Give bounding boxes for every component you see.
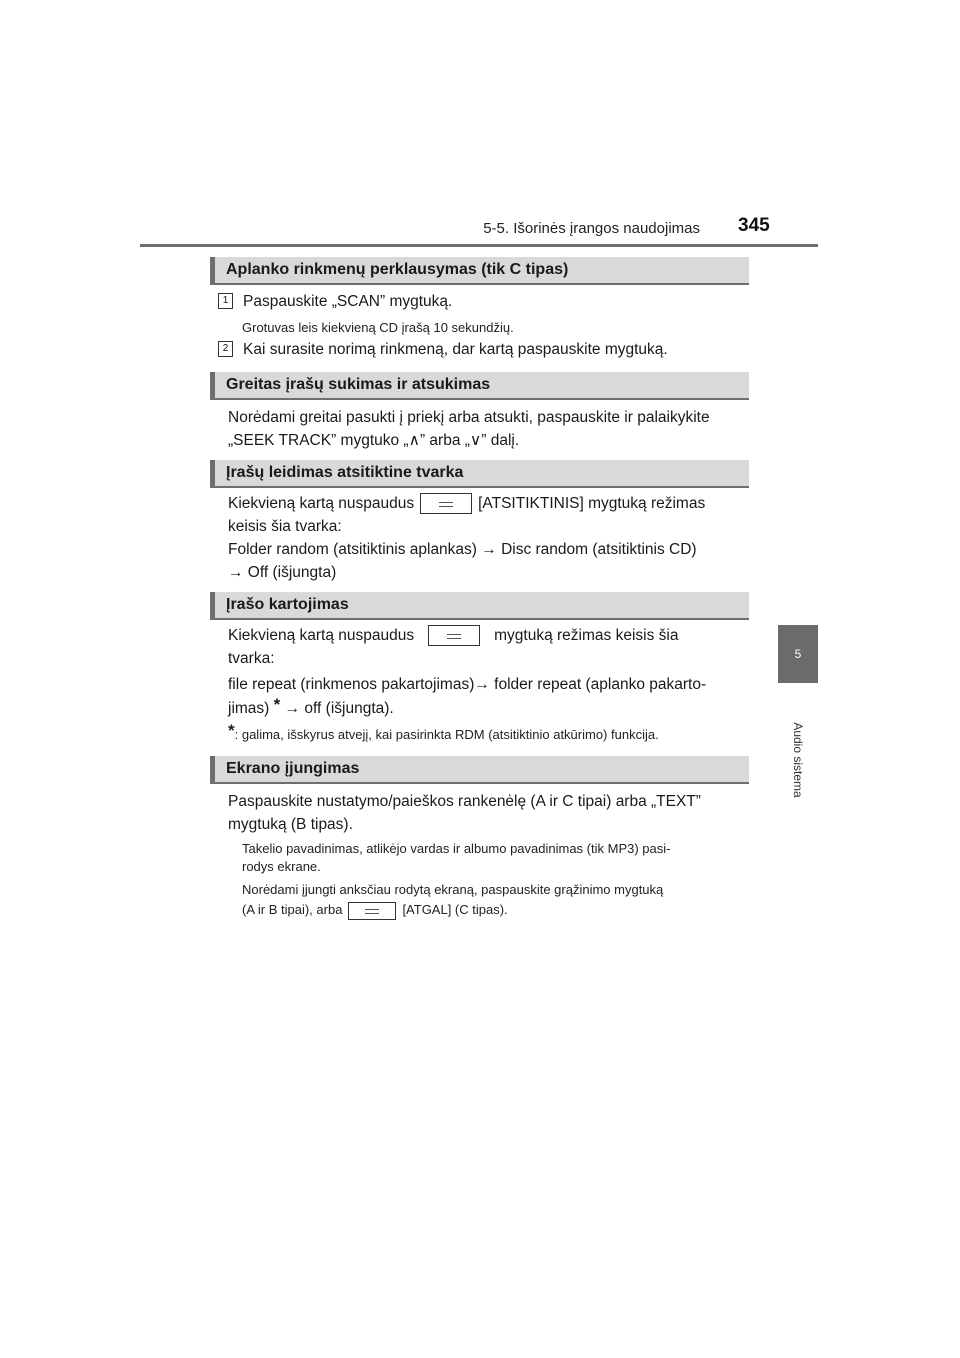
random-text-a: Kiekvieną kartą nuspaudus	[228, 495, 415, 512]
running-header: 5-5. Išorinės įrangos naudojimas	[483, 220, 700, 237]
step-number-2: 2	[218, 341, 233, 357]
header-rule	[140, 244, 818, 247]
display-note-4	[242, 900, 745, 920]
seek-line-2	[228, 429, 745, 452]
section-heading-random: Įrašų leidimas atsitiktine tvarka	[210, 460, 749, 488]
display-text-a: (A ir B tipai), arba	[242, 902, 343, 917]
random-line-3: Folder random (atsitiktinis aplankas) → Disc random (atsitiktinis CD)	[228, 541, 697, 558]
back-button-icon	[348, 902, 396, 920]
step-1-note: Grotuvas leis kiekvieną CD įrašą 10 sekundžių.	[242, 320, 514, 335]
section-heading-seek: Greitas įrašų sukimas ir atsukimas	[210, 372, 749, 400]
page-number: 345	[738, 215, 770, 236]
chapter-tab: 5	[778, 625, 818, 683]
section-heading-repeat: Įrašo kartojimas	[210, 592, 749, 620]
random-line-4: → Off (išjungta)	[228, 564, 337, 581]
footnote-star: *	[228, 721, 235, 740]
display-line-1: Paspauskite nustatymo/paieškos rankenėlę (A ir C tipai) arba „TEXT”	[228, 793, 701, 810]
seek-up-symbol: ∧	[408, 432, 420, 449]
section-heading-folder: Aplanko rinkmenų perklausymas (tik C tipas)	[210, 257, 749, 285]
repeat-line-4	[228, 696, 745, 720]
repeat-text-c: jimas)	[228, 700, 270, 717]
repeat-line-2: tvarka:	[228, 650, 275, 667]
step-number-1: 1	[218, 293, 233, 309]
step-1-text: Paspauskite „SCAN” mygtuką.	[243, 293, 453, 310]
chapter-tab-label: Audio sistema	[791, 722, 805, 798]
seek-text-a: „SEEK TRACK” mygtuko „	[228, 432, 409, 449]
repeat-text-d: → off (išjungta).	[284, 700, 394, 717]
seek-line-1: Norėdami greitai pasukti į priekį arba atsukti, paspauskite ir palaikykite	[228, 409, 710, 426]
seek-text-c: ” dalį.	[481, 432, 520, 449]
repeat-button-icon	[428, 625, 480, 646]
repeat-line-3: file repeat (rinkmenos pakartojimas)→ folder repeat (aplanko pakarto-	[228, 676, 707, 693]
random-line-1	[228, 492, 745, 515]
display-note-3: Norėdami įjungti anksčiau rodytą ekraną, paspauskite grąžinimo mygtuką	[242, 882, 664, 897]
random-button-icon	[420, 493, 472, 514]
display-text-b: [ATGAL] (C tipas).	[402, 902, 508, 917]
repeat-text-a: Kiekvieną kartą nuspaudus	[228, 627, 415, 644]
random-text-b: [ATSITIKTINIS] mygtuką režimas	[478, 495, 706, 512]
section-heading-display: Ekrano įjungimas	[210, 756, 749, 784]
repeat-line-1	[228, 624, 745, 647]
step-2-text: Kai surasite norimą rinkmeną, dar kartą paspauskite mygtuką.	[243, 341, 668, 358]
seek-down-symbol: ∨	[469, 432, 482, 449]
seek-text-b: ” arba „	[419, 432, 470, 449]
repeat-text-b: mygtuką režimas keisis šia	[494, 627, 679, 644]
display-note-2: rodys ekrane.	[242, 859, 321, 874]
display-line-2: mygtuką (B tipas).	[228, 816, 353, 833]
repeat-footnote	[228, 721, 745, 744]
footnote-marker: *	[273, 695, 281, 714]
display-note-1: Takelio pavadinimas, atlikėjo vardas ir albumo pavadinimas (tik MP3) pasi-	[242, 841, 671, 856]
random-line-2: keisis šia tvarka:	[228, 518, 342, 535]
footnote-text: : galima, išskyrus atvejį, kai pasirinkta RDM (atsitiktinio atkūrimo) funkcija.	[234, 727, 659, 742]
